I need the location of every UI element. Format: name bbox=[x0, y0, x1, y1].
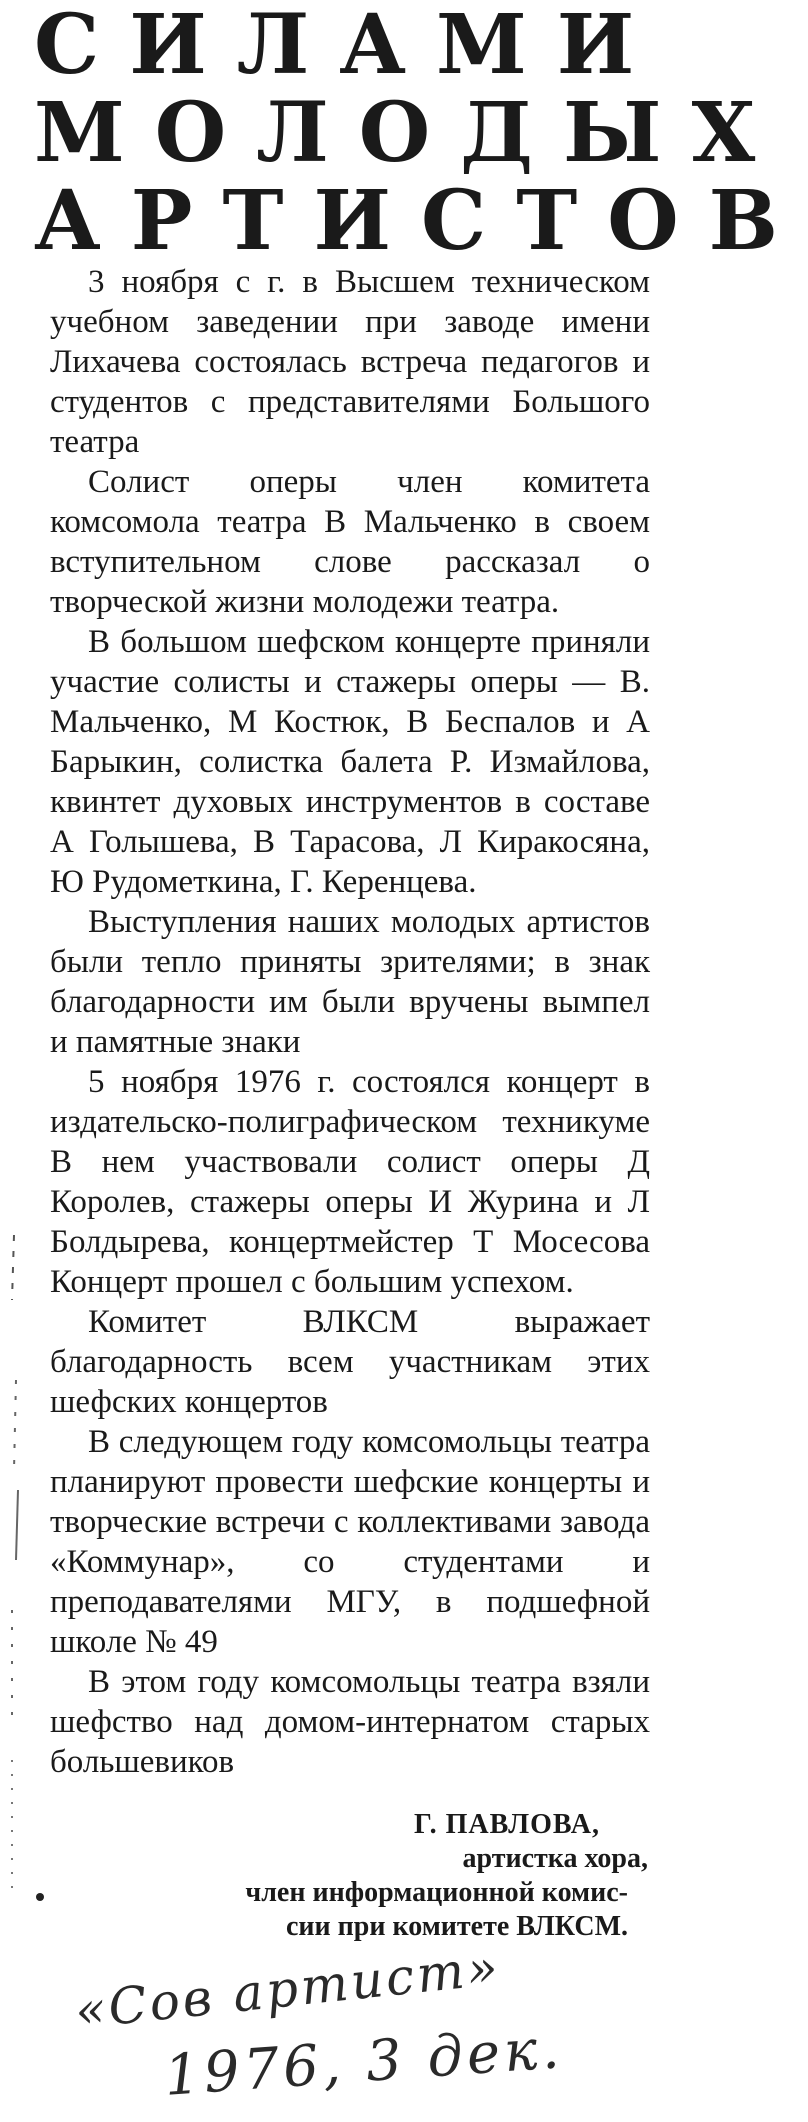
newspaper-clipping bbox=[34, 0, 808, 2117]
paragraph-8: В этом году комсомольцы театра взяли шефство над домом-интернатом старых большевиков bbox=[50, 1664, 650, 1780]
paragraph-7: В следующем году комсомольцы театра планируют провести шефские концерты и творческие встречи с коллективами завода «Коммунар», со студентами и преподавателями МГУ, в подшефной школе № 49 bbox=[50, 1424, 650, 1660]
paragraph-5: 5 ноября 1976 г. состоялся концерт в издательско-полиграфическом техникуме В нем участвовали солист оперы Д Королев, стажеры оперы И Журина и Л Болдырева, концертмейстер Т Мосесова Концерт прошел с большим успехом. bbox=[50, 1064, 650, 1300]
article-body bbox=[50, 262, 650, 1782]
headline bbox=[34, 0, 808, 269]
headline-line-3: АРТИСТОВ bbox=[34, 173, 808, 269]
headline-line-1: СИЛАМИ bbox=[34, 0, 665, 93]
author-role: артистка хора, bbox=[462, 1843, 648, 1874]
handwritten-source: «Сов артист» bbox=[72, 1937, 504, 2041]
handwritten-date: 1976, 3 дек. bbox=[162, 2016, 566, 2109]
paragraph-2: Солист оперы член комитета комсомола театра В Мальченко в своем вступительном слове рассказал о творческой жизни молодежи театра. bbox=[50, 464, 650, 620]
author-name: Г. ПАВЛОВА, bbox=[413, 1809, 600, 1840]
handwritten-annotation bbox=[34, 1937, 654, 2110]
paragraph-6: Комитет ВЛКСМ выражает благодарность всем участникам этих шефских концертов bbox=[50, 1304, 650, 1420]
author-membership-line-1: член информационной комис- bbox=[245, 1877, 628, 1908]
author-signature bbox=[94, 1808, 654, 1944]
author-membership-line-2: сии при комитете ВЛКСМ. bbox=[285, 1911, 628, 1942]
paragraph-3: В большом шефском концерте приняли участие солисты и стажеры оперы — В. Мальченко, М Костюк, В Беспалов и А Барыкин, солистка балета Р. Измайлова, квинтет духовых инструментов в составе А Голышева, В Тарасова, Л Киракосяна, Ю Рудометкина, Г. Керенцева. bbox=[50, 624, 650, 900]
margin-pencil-marks bbox=[0, 0, 34, 2117]
paragraph-4: Выступления наших молодых артистов были тепло приняты зрителями; в знак благодарности им были вручены вымпел и памятные знаки bbox=[50, 904, 650, 1060]
headline-line-2: МОЛОДЫХ bbox=[34, 85, 786, 181]
paragraph-1: 3 ноября с г. в Высшем техническом учебном заведении при заводе имени Лихачева состоялась встреча педагогов и студентов с представителями Большого театра bbox=[50, 264, 650, 460]
